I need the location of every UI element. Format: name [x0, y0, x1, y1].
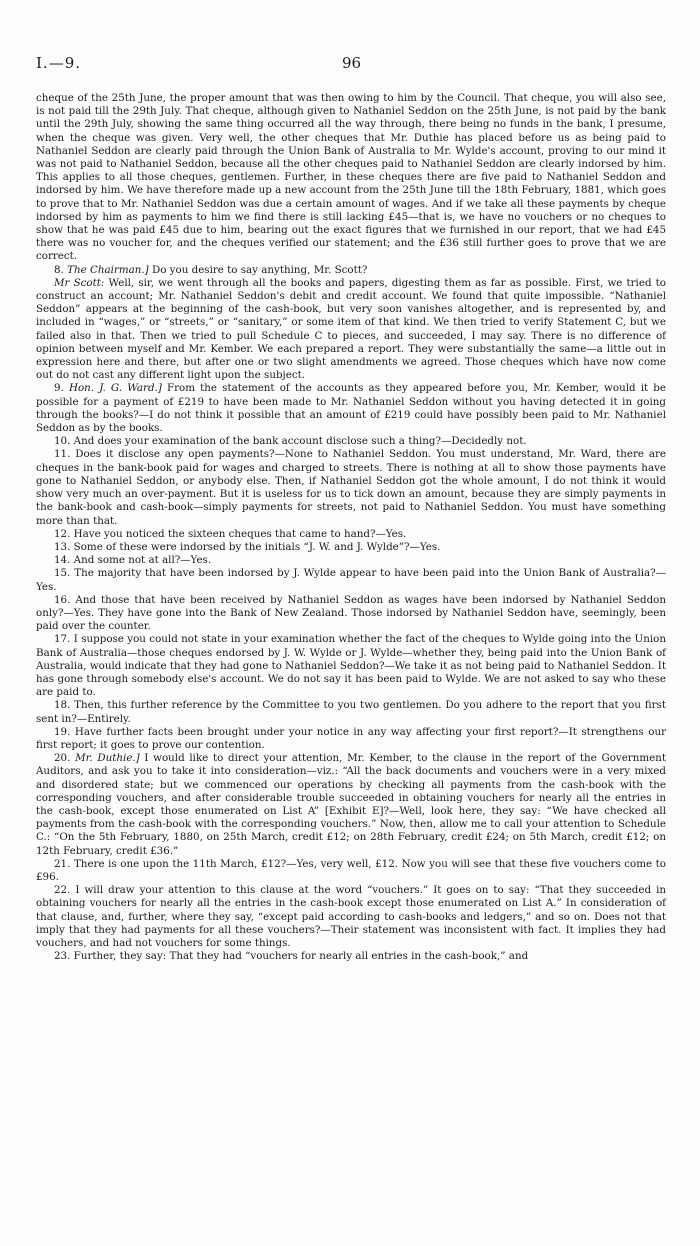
- paragraph-mr-scott: Mr Scott: Well, sir, we went through all the books and papers, digesting them as far as possible. First, we tried to construct an account; Mr. Nathaniel Seddon's debit and credit account. We found that quite impossible. “Nathaniel Seddon” appears at the beginning of the cash-book, but very soon vanishes altogether, and is represented by, and included in “wages,” or “streets,” or “sanitary,” or some item of that kind. We then tried to verify Statement C, but we failed also in that. Then we tried to pull Schedule C to pieces, and succeeded, I may say. There is no difference of opinion between myself and Mr. Kember. We each prepared a report. They were substantially the same—a little out in expression here and there, but after one or two slight amendments we agreed. Those cheques which have now come out do not cast any different light upon the subject.: [36, 276, 666, 382]
- paragraph-q15: 15. The majority that have been indorsed by J. Wylde appear to have been paid into the Union Bank of Australia?—Yes.: [36, 567, 666, 593]
- paragraph-q8: 8. The Chairman.] Do you desire to say anything, Mr. Scott?: [54, 263, 368, 276]
- paragraph-q21: 21. There is one upon the 11th March, £12?—Yes, very well, £12. Now you will see that these five vouchers come to £96.: [36, 857, 666, 883]
- speaker-label: Mr Scott:: [54, 276, 105, 289]
- speaker-label: Mr. Duthie.]: [75, 752, 140, 765]
- paragraph-q17: 17. I suppose you could not state in your examination whether the fact of the cheques to Wylde going into the Union Bank of Australia—those cheques endorsed by J. W. Wylde or J. Wylde—whether they, being paid into the Union Bank of Australia, would indicate that they had gone to Nathaniel Seddon?—We take it as not being paid to Nathaniel Seddon. It has gone through somebody else's account. We do not say it has been paid to Wylde. We are not asked to say who these are paid to.: [36, 633, 666, 699]
- paragraph-q9: 9. Hon. J. G. Ward.] From the statement of the accounts as they appeared before you, Mr. Kember, would it be possible for a payment of £219 to have been made to Mr. Nathaniel Seddon without you having detected it in going through the books?—I do not think it possible that an amount of £219 could have possibly been paid to Mr. Nathaniel Seddon as by the books.: [36, 382, 666, 435]
- page-header: [36, 54, 664, 74]
- speaker-label: The Chairman.]: [67, 263, 149, 276]
- paragraph-q13: 13. Some of these were indorsed by the initials “J. W. and J. Wylde”?—Yes.: [54, 540, 441, 553]
- paragraph-q19: 19. Have further facts been brought under your notice in any way affecting your first report?—It strengthens our first report; it goes to prove our contention.: [36, 725, 667, 751]
- paragraph-q22: 22. I will draw your attention to this clause at the word “vouchers.” It goes on to say: “That they succeeded in obtaining vouchers for nearly all the entries in the cash-book except those enumerated on List A.” In consideration of that clause, and, further, where they say, “except paid according to cash-books and ledgers,” and so on. Does not that imply that they had payments for all these vouchers?—Their statement was inconsistent with fact. It implies they had vouchers, and had not vouchers for some things.: [36, 884, 666, 949]
- paragraph-continuation: cheque of the 25th June, the proper amount that was then owing to him by the Council. That cheque, you will also see, is not paid till the 29th July. That cheque, although given to Nathaniel Seddon on the 25th June, is not paid by the bank until the 29th July, showing the same thing occurred all the way through, there being no funds in the bank, I presume, when the cheque was given. Very well, the other cheques that Mr. Duthie has placed before us as being paid to Nathaniel Seddon are clearly paid through the Union Bank of Australia to Mr. Wylde's account, proving to our mind it was not paid to Nathaniel Seddon, because all the other cheques paid to Nathaniel Seddon are clearly indorsed by him. This applies to all those cheques, gentlemen. Further, in these cheques there are five paid to Nathaniel Seddon and indorsed by him. We have therefore made up a new account from the 25th June till the 18th February, 1881, which goes to prove that to Mr. Nathaniel Seddon was due a certain amount of wages. And if we take all these payments by cheque indorsed by him as payments to him we find there is still lacking £45—that is, we have no vouchers or no cheques to show that he was paid £45 due to him, bearing out the exact figures that we furnished in our report, that we had £45 there was no voucher for, and the cheques verified our statement; and the £36 still further goes to prove that we are correct.: [36, 92, 666, 263]
- paragraph-q16: 16. And those that have been received by Nathaniel Seddon as wages have been indorsed by Nathaniel Seddon only?—Yes. They have gone into the Bank of New Zealand. Those indorsed by Nathaniel Seddon have, seemingly, been paid over the counter.: [36, 593, 666, 633]
- document-reference: I.—9.: [36, 54, 82, 72]
- paragraph-q12: 12. Have you noticed the sixteen cheques that came to hand?—Yes.: [54, 527, 407, 540]
- paragraph-q14: 14. And some not at all?—Yes.: [54, 554, 212, 567]
- page-number: 96: [342, 54, 362, 72]
- paragraph-q11: 11. Does it disclose any open payments?—None to Nathaniel Seddon. You must understand, Mr. Ward, there are cheques in the bank-book paid for wages and charged to streets. There is nothing at all to show those payments have gone to Nathaniel Seddon, or anybody else. Then, if Nathaniel Seddon got the whole amount, I do not think it would show very much an over-payment. But it is useless for us to tick down an amount, because they are simply payments in the bank-book and cash-book—simply payments for streets, not paid to Nathaniel Seddon. You must have something more than that.: [36, 448, 666, 527]
- paragraph-q20: 20. Mr. Duthie.] I would like to direct your attention, Mr. Kember, to the clause in the report of the Government Auditors, and ask you to take it into consideration—viz.: “All the back documents and vouchers were in a very mixed and disordered state; but we commenced our operations by checking all payments from the cash-book with the corresponding vouchers, and after considerable trouble succeeded in obtaining vouchers for nearly all the entries in the cash-book, except those enumerated on List A” [Exhibit E]?—Well, look here, they say: “We have checked all payments from the cash-book with the corresponding vouchers.” Now, then, allow me to call your attention to Schedule C.: “On the 5th February, 1880, on 25th March, credit £12; on 28th February, credit £24; on 5th March, credit £12; on 12th February, credit £36.”: [36, 752, 666, 857]
- paragraph-q23: 23. Further, they say: That they had “vouchers for nearly all entries in the cash-book,” and: [54, 950, 529, 963]
- paragraph-q18: 18. Then, this further reference by the Committee to you two gentlemen. Do you adhere to the report that you first sent in?—Entirely.: [36, 699, 666, 725]
- speaker-label: Hon. J. G. Ward.]: [68, 382, 162, 395]
- paragraph-q10: 10. And does your examination of the bank account disclose such a thing?—Decidedly not.: [54, 435, 527, 448]
- evidence-text: [36, 92, 666, 963]
